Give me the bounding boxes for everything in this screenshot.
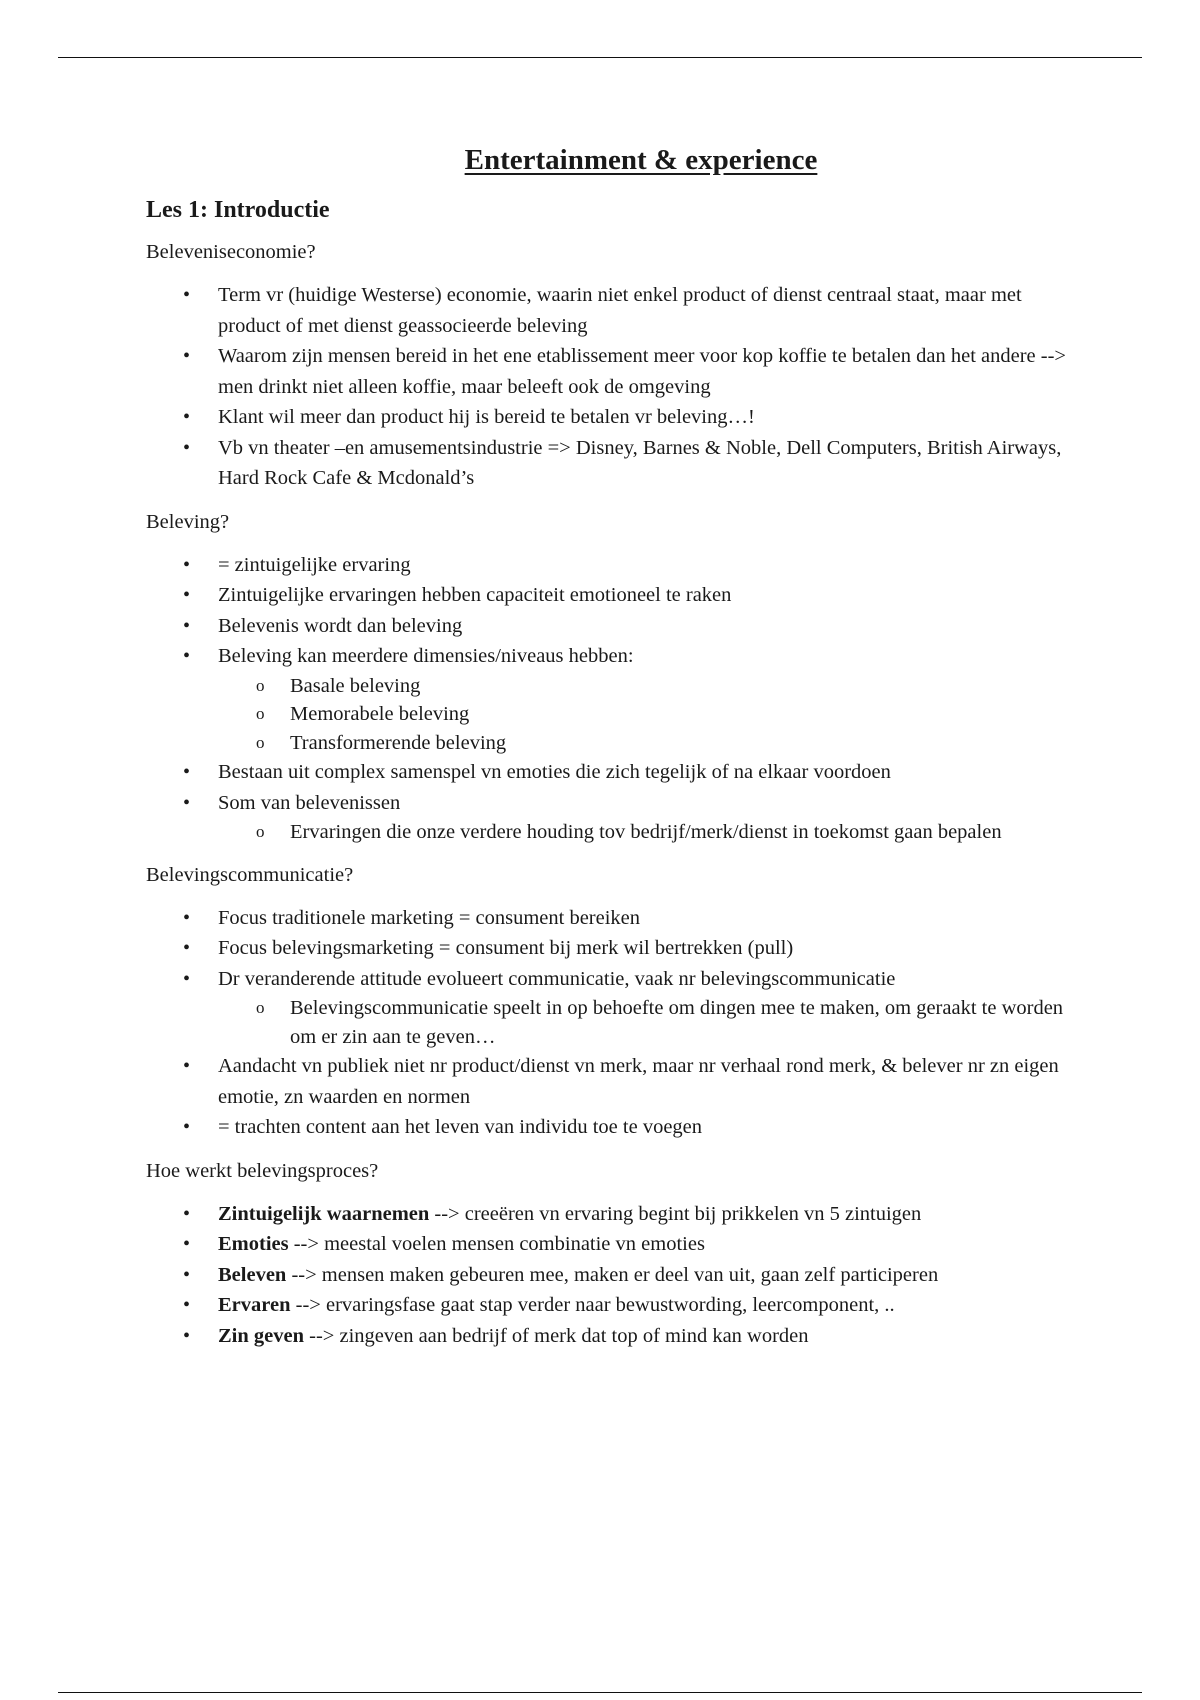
question-heading: Beleving?	[146, 510, 230, 533]
list-item: • Focus belevingsmarketing = consument bij merk wil bertrekken (pull)	[146, 933, 1076, 964]
bullet-list	[146, 550, 1076, 847]
bullet-icon: •	[183, 1294, 191, 1316]
question-heading: Beleveniseconomie?	[146, 241, 316, 263]
sub-list	[218, 672, 1076, 758]
circle-bullet-icon: o	[256, 675, 265, 695]
bullet-icon: •	[183, 967, 191, 990]
bullet-list	[146, 1199, 1076, 1352]
bullet-icon: •	[183, 614, 191, 637]
circle-bullet-icon: o	[256, 732, 265, 752]
list-item: • = zintuigelijke ervaring	[146, 550, 1076, 581]
document-page	[146, 140, 1076, 1365]
bullet-icon: •	[183, 1324, 191, 1347]
bullet-icon: •	[183, 584, 191, 606]
term-label: Emoties	[218, 1233, 289, 1255]
list-item: • Vb vn theater –en amusementsindustrie => Disney, Barnes & Noble, Dell Computers, British Airways, Hard Rock Cafe & Mcdonald’s	[146, 433, 1076, 494]
term-label: Ervaren	[218, 1294, 291, 1316]
bullet-icon: •	[183, 645, 191, 667]
sub-list-item: o Ervaringen die onze verdere houding tov bedrijf/merk/dienst in toekomst gaan bepalen	[218, 818, 1076, 847]
term-label: Zin geven	[218, 1324, 304, 1347]
list-item: • Waarom zijn mensen bereid in het ene etablissement meer voor kop koffie te betalen dan het andere --> men drinkt niet alleen koffie, maar beleeft ook de omgeving	[146, 341, 1076, 402]
sub-list-item: o Transformerende beleving	[218, 729, 1076, 758]
circle-bullet-icon: o	[256, 822, 265, 841]
bullet-icon: •	[183, 937, 191, 959]
bullet-icon: •	[183, 1233, 191, 1255]
question-heading: Hoe werkt belevingsproces?	[146, 1159, 379, 1182]
list-item: • Zintuigelijke ervaringen hebben capaciteit emotioneel te raken	[146, 580, 1076, 611]
list-item: • Focus traditionele marketing = consument bereiken	[146, 903, 1076, 934]
sub-list	[218, 994, 1076, 1051]
list-item: • Dr veranderende attitude evolueert communicatie, vaak nr belevingscommunicatie o Belevingscommunicatie speelt in op behoefte om dingen mee te maken, om geraakt te worden om er zin aan te geven…	[146, 964, 1076, 1052]
circle-bullet-icon: o	[256, 704, 265, 723]
header-rule	[58, 57, 1142, 58]
sub-list-item: o Basale beleving	[218, 672, 1076, 701]
document-title: Entertainment & experience	[464, 144, 818, 176]
list-item: • Zin geven --> zingeven aan bedrijf of merk dat top of mind kan worden	[146, 1321, 1076, 1352]
list-item: • Belevenis wordt dan beleving	[146, 611, 1076, 642]
list-item: • Beleving kan meerdere dimensies/niveaus hebben: o Basale beleving o Memorabele beleving o Transformerende beleving	[146, 641, 1076, 757]
list-item: • Aandacht vn publiek niet nr product/dienst vn merk, maar nr verhaal rond merk, & belever nr zn eigen emotie, zn waarden en normen	[146, 1051, 1076, 1112]
bullet-icon: •	[183, 553, 191, 576]
list-item: • Ervaren --> ervaringsfase gaat stap verder naar bewustwording, leercomponent, ..	[146, 1290, 1076, 1321]
list-item: • Zintuigelijk waarnemen --> creeëren vn ervaring begint bij prikkelen vn 5 zintuigen	[146, 1199, 1076, 1230]
list-item: • Som van belevenissen o Ervaringen die onze verdere houding tov bedrijf/merk/dienst in toekomst gaan bepalen	[146, 788, 1076, 847]
list-item: • Beleven --> mensen maken gebeuren mee, maken er deel van uit, gaan zelf participeren	[146, 1260, 1076, 1291]
sub-list	[218, 818, 1076, 847]
list-item: • Term vr (huidige Westerse) economie, waarin niet enkel product of dienst centraal staat, maar met product of met dienst geassocieerde beleving	[146, 280, 1076, 341]
bullet-icon: •	[183, 1116, 191, 1138]
term-label: Zintuigelijk waarnemen	[218, 1202, 430, 1225]
bullet-icon: •	[183, 761, 191, 783]
list-item: • = trachten content aan het leven van individu toe te voegen	[146, 1112, 1076, 1143]
term-label: Beleven	[218, 1263, 287, 1286]
bullet-icon: •	[183, 1055, 191, 1077]
bullet-icon: •	[183, 436, 191, 459]
sub-list-item: o Memorabele beleving	[218, 700, 1076, 729]
bullet-list	[146, 903, 1076, 1143]
list-item: • Klant wil meer dan product hij is bereid te betalen vr beleving…!	[146, 402, 1076, 433]
section-title: Les 1: Introductie	[146, 197, 330, 223]
bullet-icon: •	[183, 1263, 191, 1286]
bullet-icon: •	[183, 1202, 191, 1225]
circle-bullet-icon: o	[256, 998, 265, 1017]
footer-rule	[58, 1692, 1142, 1693]
bullet-icon: •	[183, 791, 191, 814]
bullet-icon: •	[183, 906, 191, 929]
list-item: • Bestaan uit complex samenspel vn emoties die zich tegelijk of na elkaar voordoen	[146, 757, 1076, 788]
sub-list-item: o Belevingscommunicatie speelt in op behoefte om dingen mee te maken, om geraakt te worden om er zin aan te geven…	[218, 994, 1076, 1051]
question-heading: Belevingscommunicatie?	[146, 863, 354, 886]
bullet-icon: •	[183, 406, 191, 428]
bullet-icon: •	[183, 345, 191, 367]
bullet-list	[146, 280, 1076, 494]
list-item: • Emoties --> meestal voelen mensen combinatie vn emoties	[146, 1229, 1076, 1260]
bullet-icon: •	[183, 284, 191, 306]
